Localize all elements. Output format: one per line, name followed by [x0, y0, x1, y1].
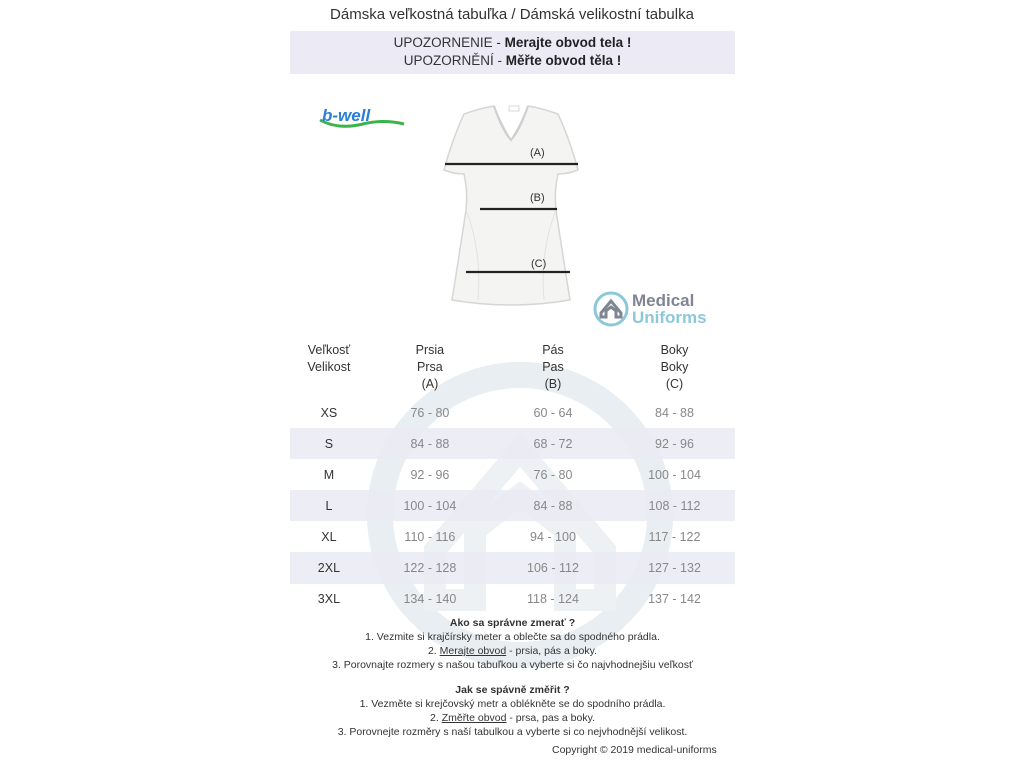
medical-uniforms-logo-icon — [592, 290, 630, 328]
cell-bust: 100 - 104 — [368, 490, 492, 521]
table-row — [290, 490, 735, 521]
warning-cz-bold: Měřte obvod těla ! — [505, 53, 622, 68]
instructions-cz-step2 — [290, 711, 735, 725]
instructions-cz-step3: 3. Porovnejte rozměry s naší tabulkou a vyberte si co nejvhodnější velikost. — [337, 726, 688, 738]
page-title: Dámska veľkostná tabuľka / Dámská velikostní tabulka — [330, 6, 694, 23]
cell-hips: 127 - 132 — [614, 552, 735, 583]
table-row — [290, 459, 735, 490]
warning-cz-prefix: UPOZORNĚNÍ - — [403, 53, 506, 68]
warning-sk — [290, 34, 735, 52]
header-bust — [368, 340, 492, 397]
cell-bust: 110 - 116 — [404, 529, 456, 544]
shirt-illustration — [436, 100, 586, 310]
instructions-cz — [290, 683, 735, 739]
instructions-cz-step2-suffix: - prsa, pas a boky. — [506, 712, 595, 724]
warning-sk-bold: Merajte obvod tela ! — [504, 35, 632, 50]
instructions-cz-step2-underlined: Změřte obvod — [441, 712, 507, 724]
cell-bust: 76 - 80 — [410, 405, 450, 420]
cell-size: M — [323, 467, 335, 482]
label-a: (A) — [530, 147, 545, 159]
header-waist-code: (B) — [544, 377, 562, 391]
cell-hips: 137 - 142 — [648, 592, 701, 607]
instructions-sk-step2-underlined: Merajte obvod — [439, 645, 507, 657]
medical-uniforms-line1: Medical — [632, 291, 695, 310]
instructions-sk-step2-suffix: - prsia, pás a boky. — [506, 645, 598, 657]
cell-waist: 118 - 124 — [527, 592, 579, 607]
cell-size: XL — [321, 529, 337, 544]
instructions-sk-step1: 1. Vezmite si krajčírsky meter a oblečte sa do spodného prádla. — [365, 631, 660, 643]
instructions-cz-step1: 1. Vezměte si krejčovský metr a oblékněte se do spodního prádla. — [359, 698, 666, 710]
table-header-row — [290, 340, 735, 397]
instructions-sk-step3: 3. Porovnajte rozmery s našou tabuľkou a vyberte si čo najvhodnejšiu veľkosť — [332, 659, 693, 671]
cell-bust: 92 - 96 — [410, 467, 450, 482]
cell-waist: 106 - 112 — [492, 552, 614, 583]
cell-hips: 84 - 88 — [655, 405, 694, 420]
header-size — [290, 340, 368, 397]
header-waist-cz: Pas — [542, 360, 564, 374]
cell-hips: 117 - 122 — [648, 529, 701, 544]
header-size-sk: Veľkosť — [307, 343, 351, 357]
warning-cz — [290, 52, 735, 70]
cell-hips: 108 - 112 — [614, 490, 735, 521]
header-hips — [614, 340, 735, 397]
instructions-sk — [290, 616, 735, 672]
bwell-logo — [318, 104, 408, 132]
cell-hips: 92 - 96 — [614, 428, 735, 459]
header-bust-cz: Prsa — [417, 360, 443, 374]
cell-waist: 60 - 64 — [533, 405, 573, 420]
size-table — [290, 340, 735, 615]
medical-uniforms-line2: Uniforms — [632, 308, 707, 327]
cell-bust: 134 - 140 — [403, 592, 457, 607]
warning-sk-prefix: UPOZORNENIE - — [393, 35, 505, 50]
cell-waist: 94 - 100 — [530, 529, 576, 544]
label-b: (B) — [530, 192, 545, 204]
header-hips-cz: Boky — [660, 360, 689, 374]
cell-waist: 68 - 72 — [492, 428, 614, 459]
table-row — [290, 552, 735, 583]
header-hips-code: (C) — [665, 377, 684, 391]
header-size-cz: Velikost — [307, 360, 351, 374]
cell-size: 3XL — [317, 592, 341, 607]
cell-bust: 84 - 88 — [368, 428, 492, 459]
cell-size: 2XL — [290, 552, 368, 583]
cell-bust: 122 - 128 — [368, 552, 492, 583]
copyright: Copyright © 2019 medical-uniforms — [552, 744, 717, 756]
cell-waist: 84 - 88 — [492, 490, 614, 521]
header-waist-sk: Pás — [542, 343, 564, 357]
cell-waist: 76 - 80 — [533, 467, 573, 482]
instructions-sk-heading: Ako sa správne zmerať ? — [449, 617, 576, 629]
instructions-cz-heading: Jak se spávně změřit ? — [455, 684, 570, 696]
header-bust-code: (A) — [421, 377, 439, 391]
header-bust-sk: Prsia — [415, 343, 445, 357]
table-row — [290, 521, 735, 552]
table-row — [290, 584, 735, 615]
header-hips-sk: Boky — [660, 343, 689, 357]
table-row — [290, 428, 735, 459]
instructions-cz-step2-prefix: 2. — [430, 712, 442, 724]
cell-size: S — [290, 428, 368, 459]
label-c: (C) — [531, 258, 547, 270]
cell-hips: 100 - 104 — [648, 467, 701, 482]
cell-size: L — [290, 490, 368, 521]
instructions-sk-step2 — [290, 644, 735, 658]
cell-size: XS — [320, 405, 338, 420]
bwell-logo-text: b-well — [322, 106, 371, 125]
header-waist — [492, 340, 614, 397]
medical-uniforms-logo-text — [632, 292, 707, 326]
warning-banner — [290, 31, 735, 74]
instructions-sk-step2-prefix: 2. — [427, 645, 440, 657]
table-row — [290, 397, 735, 428]
